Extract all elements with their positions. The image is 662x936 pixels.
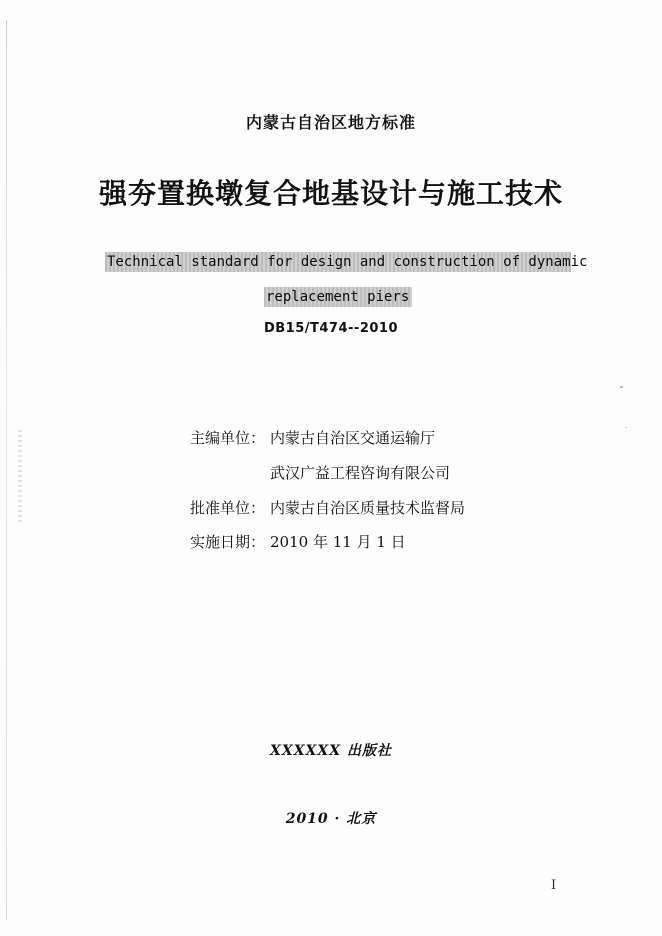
- scan-speck: [625, 427, 627, 428]
- english-title-line-2: replacement piers: [264, 287, 412, 307]
- scan-speck: [620, 386, 623, 388]
- implementation-date: 2010 年 11 月 1 日: [270, 533, 406, 551]
- editor-row: [190, 427, 435, 448]
- editor-unit-2: 武汉广益工程咨询有限公司: [270, 464, 451, 482]
- date-label: 实施日期：: [190, 533, 266, 551]
- editor-row-2: [190, 462, 450, 483]
- approver-row: [190, 497, 465, 518]
- document-title: 强夯置换墩复合地基设计与施工技术: [98, 177, 563, 210]
- date-row: [190, 531, 406, 552]
- place-year: 2010 · 北京: [285, 811, 377, 827]
- publisher: XXXXXX 出版社: [269, 743, 393, 759]
- english-title-line-1: Technical standard for design and construction of dynamic: [107, 254, 588, 270]
- scan-artifact: [18, 430, 22, 525]
- scan-edge: [6, 20, 7, 920]
- editor-unit-1: 内蒙古自治区交通运输厅: [270, 429, 436, 447]
- page-number: I: [551, 878, 557, 893]
- approver-unit: 内蒙古自治区质量技术监督局: [270, 499, 466, 517]
- approver-label: 批准单位：: [190, 499, 266, 517]
- editor-label: 主编单位：: [190, 429, 266, 447]
- standard-number: DB15/T474--2010: [263, 321, 398, 336]
- standard-series-title: 内蒙古自治区地方标准: [245, 113, 416, 132]
